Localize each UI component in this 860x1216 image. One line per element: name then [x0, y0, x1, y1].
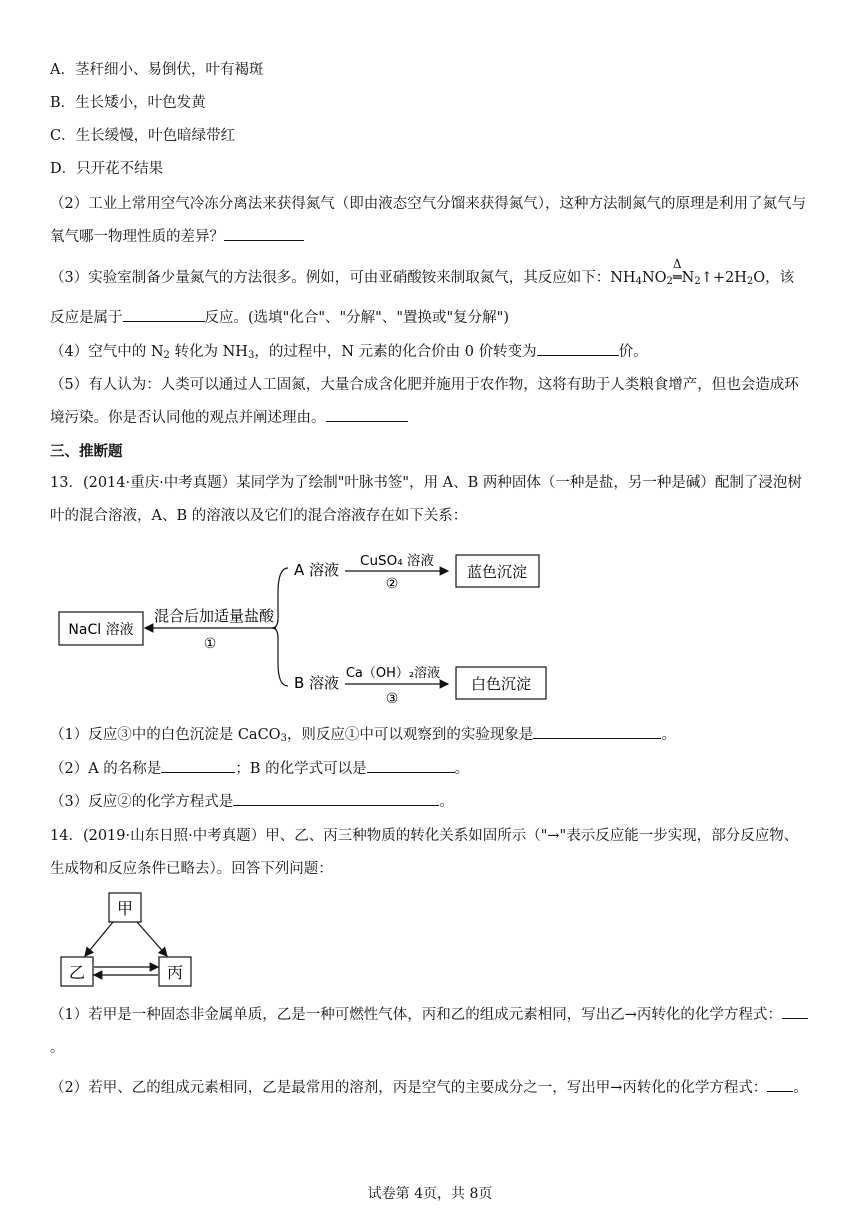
nacl-label: NaCl 溶液 — [68, 622, 134, 638]
answer-blank[interactable] — [123, 307, 205, 322]
answer-blank[interactable] — [326, 407, 408, 422]
subscript: 2 — [666, 276, 673, 287]
caoh2-label: Ca（OH）₂溶液 — [345, 666, 441, 681]
subscript: 3 — [280, 733, 287, 744]
q12-part3-text-b: NO — [641, 270, 667, 286]
section-heading: 三、推断题 — [50, 444, 123, 460]
subscript: 2 — [694, 276, 701, 287]
blue-precipitate-label: 蓝色沉淀 — [466, 563, 528, 581]
period: 。 — [454, 761, 470, 777]
option-d: D．只开花不结果 — [50, 161, 164, 177]
q13-part2 — [50, 758, 469, 779]
q12-part4-text-c: ，的过程中，N 元素的化合价由 0 价转变为 — [254, 344, 537, 360]
b-solution-label: B 溶液 — [294, 674, 340, 692]
q12-part2-text: （2）工业上常用空气冷冻分离法来获得氮气（即由液态空气分馏来获得氮气），这种方法制氮气的原理是利用了氮气与氧气哪一物理性质的差异？ — [50, 196, 806, 245]
q12-part3-text-f: 反应是属于 — [50, 310, 123, 326]
q13-part2-text-b: ；B 的化学式可以是 — [235, 761, 367, 777]
option-a: A．茎秆细小、易倒伏，叶有褐斑 — [50, 62, 264, 78]
q14-part2 — [50, 1072, 810, 1105]
q13-stem: 13．(2014·重庆·中考真题）某同学为了绘制"叶脉书签"，用 A、B 两种固体（一种是盐，另一种是碱）配制了浸泡树叶的混合溶液，A、B 的溶液以及它们的混合溶液存在如下关系： — [50, 475, 802, 524]
reaction-3-number: ③ — [385, 691, 399, 707]
q13-part2-text-a: （2）A 的名称是 — [50, 761, 162, 777]
q12-part5-text: （5）有人认为：人类可以通过人工固氮，大量合成含化肥并施用于农作物，这将有助于人类粮食增产，但也会造成环境污染。你是否认同他的观点并阐述理由。 — [50, 377, 799, 426]
cuso4-label: CuSO₄ 溶液 — [360, 553, 434, 569]
answer-blank[interactable] — [537, 341, 619, 356]
answer-blank[interactable] — [161, 758, 235, 773]
page-footer: 试卷第 4页，共 8页 — [367, 1186, 493, 1202]
answer-blank[interactable] — [367, 758, 455, 773]
option-b: B．生长矮小，叶色发黄 — [50, 95, 206, 111]
q14-part1 — [50, 999, 810, 1065]
q13-part1-text-b: ，则反应①中可以观察到的实验现象是 — [286, 727, 534, 743]
arrow-jia-to-yi — [85, 922, 113, 956]
q13-part1-text-a: （1）反应③中的白色沉淀是 CaCO — [50, 727, 281, 743]
q13-part3-text-a: （3）反应②的化学方程式是 — [50, 794, 234, 810]
q12-part5 — [50, 369, 810, 435]
period: 。 — [661, 727, 676, 743]
period: 。 — [793, 1080, 808, 1096]
mix-acid-label: 混合后加适量盐酸 — [153, 607, 275, 625]
q12-part2 — [50, 188, 810, 254]
q12-part3-line2 — [50, 307, 509, 328]
q12-part4 — [50, 341, 648, 362]
arrow-jia-to-bing — [137, 922, 167, 956]
q14-part1-text: （1）若甲是一种固态非金属单质，乙是一种可燃性气体，丙和乙的组成元素相同，写出乙→丙转化的化学方程式： — [50, 1007, 782, 1023]
brace — [272, 568, 288, 686]
reaction-1-number: ① — [203, 636, 217, 652]
q14-stem: 14．(2019·山东日照·中考真题）甲、乙、丙三种物质的转化关系如固所示（"→"表示反应能一步实现，部分反应物、生成物和反应条件已略去）。回答下列问题： — [50, 828, 799, 877]
q14-part2-text: （2）若甲、乙的组成元素相同，乙是最常用的溶剂，丙是空气的主要成分之一，写出甲→丙转化的化学方程式： — [50, 1080, 768, 1096]
reaction-2-number: ② — [385, 576, 399, 592]
yi-label: 乙 — [68, 963, 86, 982]
answer-blank[interactable] — [233, 791, 439, 806]
subscript: 2 — [746, 276, 754, 287]
answer-blank[interactable] — [533, 724, 661, 739]
q13-part3 — [50, 791, 454, 812]
q12-part4-text-d: 价。 — [618, 344, 648, 360]
q12-part3-text-g: 反应。(选填"化合"、"分解"、"置换或"复分解") — [204, 310, 509, 326]
jia-label: 甲 — [116, 899, 134, 918]
period: 。 — [439, 794, 454, 810]
white-precipitate-label: 白色沉淀 — [470, 675, 532, 693]
q12-part4-text-b: 转化为 NH — [169, 344, 248, 360]
q12-part4-text-a: （4）空气中的 N — [50, 344, 164, 360]
subscript: 4 — [635, 276, 642, 287]
q13-part1 — [50, 724, 676, 745]
q12-part3-line1 — [50, 257, 795, 288]
q13-reaction-diagram — [50, 548, 570, 708]
answer-blank[interactable] — [782, 1004, 808, 1019]
answer-blank[interactable] — [767, 1077, 793, 1092]
q12-part3-text-e: O，该 — [753, 270, 795, 286]
bing-label: 丙 — [166, 963, 184, 982]
heating-equals-sign — [672, 257, 682, 286]
option-c: C．生长缓慢，叶色暗绿带红 — [50, 128, 236, 144]
q12-part3-text-c: N — [681, 270, 695, 286]
period: 。 — [50, 1040, 65, 1056]
equals-symbol: ═ — [672, 270, 682, 286]
q14-transformation-diagram — [55, 890, 205, 990]
answer-blank[interactable] — [224, 226, 304, 241]
delta-symbol: Δ — [672, 257, 682, 271]
subscript: 3 — [247, 350, 255, 361]
a-solution-label: A 溶液 — [294, 561, 340, 579]
subscript: 2 — [163, 350, 170, 361]
q12-part3-text-a: （3）实验室制备少量氮气的方法很多。例如，可由亚硝酸铵来制取氮气，其反应如下：NH — [50, 270, 636, 286]
q12-part3-text-d: ↑+2H — [700, 270, 747, 286]
